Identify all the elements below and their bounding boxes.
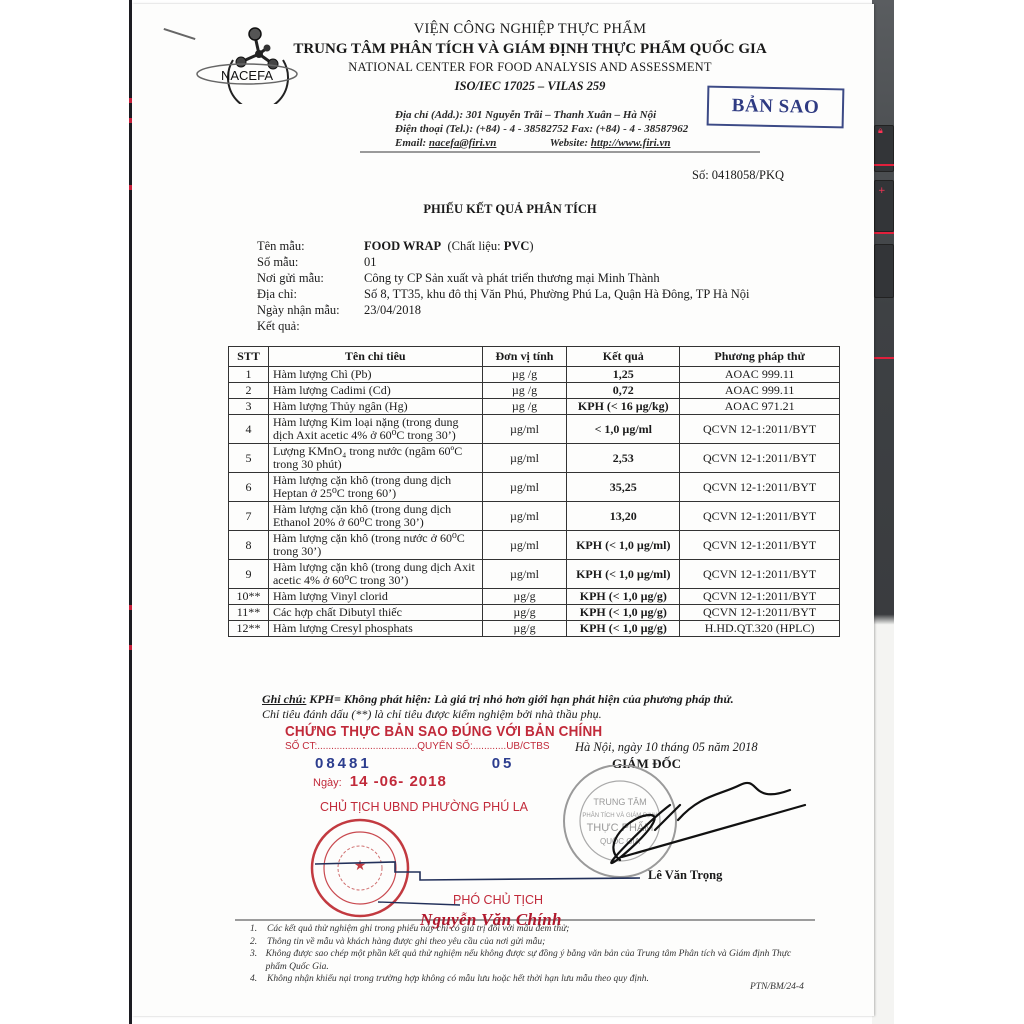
book-code: UB/CTBS — [506, 741, 550, 752]
table-row — [229, 560, 840, 589]
table-header-row — [229, 347, 840, 367]
footnote-text: Các kết quả thử nghiệm ghi trong phiếu này chỉ có giá trị đối với mẫu đem thử; — [267, 924, 570, 934]
table-row — [229, 502, 840, 531]
logo-text: NACEFA — [220, 68, 274, 83]
col-method: Phương pháp thử — [680, 347, 840, 367]
table-row — [229, 605, 840, 621]
cell-unit: µg /g — [482, 383, 567, 399]
cell-method: QCVN 12-1:2011/BYT — [680, 531, 840, 560]
note-label: Ghi chú: — [262, 692, 307, 706]
svg-text:QUỐC GIA: QUỐC GIA — [599, 837, 641, 846]
cell-stt: 5 — [229, 444, 269, 473]
received-date: 23/04/2018 — [364, 303, 421, 317]
led-strip — [872, 357, 894, 359]
result-label: Kết quả: — [257, 319, 300, 333]
cell-method: QCVN 12-1:2011/BYT — [680, 502, 840, 531]
cell-unit: µg /g — [482, 399, 567, 415]
received-date-label: Ngày nhận mẫu: — [257, 303, 340, 317]
footnote-text: Không nhận khiếu nại trong trường hợp không có mẫu lưu hoặc hết thời hạn lưu mẫu theo quy định. — [267, 974, 649, 984]
footnote-number: 4. — [250, 974, 258, 984]
cell-name: Hàm lượng Vinyl clorid — [268, 589, 482, 605]
vice-name: Nguyễn Văn Chính — [420, 910, 562, 929]
document-title: PHIẾU KẾT QUẢ PHÂN TÍCH — [423, 202, 597, 216]
cell-method: QCVN 12-1:2011/BYT — [680, 473, 840, 502]
table-row — [229, 531, 840, 560]
cell-name: Hàm lượng cặn khô (trong dung dịch Ethanol 20% ở 60⁰C trong 30’) — [268, 502, 482, 531]
so-ct-label: SỐ CT: — [285, 741, 318, 752]
cell-stt: 12** — [229, 621, 269, 637]
cell-unit: µg/g — [482, 589, 567, 605]
sample-name-label: Tên mẫu: — [257, 239, 305, 253]
cell-result: 0,72 — [567, 383, 680, 399]
center-name-vn: TRUNG TÂM PHÂN TÍCH VÀ GIÁM ĐỊNH THỰC PHẨM QUỐC GIA — [293, 41, 767, 57]
footnote — [250, 936, 810, 949]
material: PVC — [503, 239, 530, 253]
header-divider — [360, 151, 760, 153]
cell-name: Hàm lượng Cadimi (Cd) — [268, 383, 482, 399]
svg-text:TRUNG TÂM: TRUNG TÂM — [593, 797, 647, 807]
cell-name: Các hợp chất Dibutyl thiếc — [268, 605, 482, 621]
cell-unit: µg/g — [482, 621, 567, 637]
cell-unit: µg/ml — [482, 531, 567, 560]
table-row — [229, 621, 840, 637]
cell-result: 2,53 — [567, 444, 680, 473]
cell-stt: 8 — [229, 531, 269, 560]
svg-text:★: ★ — [353, 859, 367, 874]
cell-result: 35,25 — [567, 473, 680, 502]
table-row — [229, 399, 840, 415]
svg-text:THỰC PHẨM: THỰC PHẨM — [586, 822, 654, 834]
cell-name: Hàm lượng Thủy ngân (Hg) — [268, 399, 482, 415]
form-code: PTN/BM/24-4 — [750, 982, 804, 992]
cell-unit: µg/ml — [482, 444, 567, 473]
email-link[interactable]: nacefa@firi.vn — [428, 137, 497, 149]
cell-result: KPH (< 1,0 µg/g) — [567, 589, 680, 605]
email-label: Email: — [395, 137, 429, 149]
col-result: Kết quả — [567, 347, 680, 367]
cell-method: AOAC 999.11 — [680, 383, 840, 399]
cell-unit: µg/ml — [482, 502, 567, 531]
cell-unit: µg/ml — [482, 560, 567, 589]
report-number: Số: 0418058/PKQ — [692, 168, 785, 182]
footnote-number: 2. — [250, 936, 258, 947]
cell-name: Lượng KMnO₄ trong nước (ngâm 60ºC trong 30 phút) — [268, 444, 482, 473]
cell-stt: 6 — [229, 473, 269, 502]
cell-method: AOAC 971.21 — [680, 399, 840, 415]
plus-icon: + — [878, 186, 886, 196]
cert-title: CHỨNG THỰC BẢN SAO ĐÚNG VỚI BẢN CHÍNH — [285, 723, 603, 740]
cell-method: QCVN 12-1:2011/BYT — [680, 589, 840, 605]
col-stt: STT — [229, 347, 269, 367]
cell-stt: 10** — [229, 589, 269, 605]
cell-unit: µg/g — [482, 605, 567, 621]
cell-result: 13,20 — [567, 502, 680, 531]
led-strip — [872, 164, 894, 166]
cell-stt: 4 — [229, 415, 269, 444]
footnote-number: 1. — [250, 924, 258, 934]
table-row — [229, 589, 840, 605]
footnotes — [250, 923, 810, 986]
cell-method: AOAC 999.11 — [680, 367, 840, 383]
cell-result: KPH (< 1,0 µg/g) — [567, 605, 680, 621]
signer-role: GIÁM ĐỐC — [612, 756, 681, 771]
cell-unit: µg/ml — [482, 473, 567, 502]
table-row — [229, 383, 840, 399]
cell-result: KPH (< 16 µg/kg) — [567, 399, 680, 415]
note-kph: KPH= Không phát hiện: Là giá trị nhỏ hơn giới hạn phát hiện của phương pháp thử. — [306, 692, 734, 706]
table-row — [229, 367, 840, 383]
cell-name: Hàm lượng Kim loại nặng (trong dung dịch Axit acetic 4% ở 60⁰C trong 30’) — [268, 415, 482, 444]
cert-date: 14 -06- 2018 — [349, 773, 447, 790]
col-unit: Đơn vị tính — [482, 347, 567, 367]
material-prefix: (Chất liệu: — [447, 239, 504, 253]
quyen-so-label: QUYỂN SỐ: — [417, 741, 473, 752]
sample-name: FOOD WRAP — [364, 239, 442, 253]
place-date: Hà Nội, ngày 10 tháng 05 năm 2018 — [575, 740, 758, 754]
footnote-text: Thông tin về mẫu và khách hàng được ghi theo yêu cầu của nơi gửi mẫu; — [267, 936, 546, 947]
sender-label: Nơi gửi mẫu: — [257, 271, 324, 285]
address-label: Địa chỉ: — [257, 287, 297, 301]
chair-title: CHỦ TỊCH UBND PHƯỜNG PHÚ LA — [320, 800, 528, 814]
notes — [262, 692, 734, 722]
cell-result: KPH (< 1,0 µg/ml) — [567, 560, 680, 589]
cell-result: KPH (< 1,0 µg/ml) — [567, 531, 680, 560]
phone-line: Điện thoại (Tel.): (+84) - 4 - 38582752 Fax: (+84) - 4 - 38587962 — [395, 123, 689, 135]
footnote — [250, 973, 810, 986]
email-website-line — [395, 136, 688, 150]
cell-name: Hàm lượng cặn khô (trong nước ở 60⁰C trong 30’) — [268, 531, 482, 560]
website-label: Website: — [549, 137, 591, 149]
laptop-key — [874, 244, 894, 298]
cell-name: Hàm lượng Chì (Pb) — [268, 367, 482, 383]
cell-method: QCVN 12-1:2011/BYT — [680, 605, 840, 621]
cell-name: Hàm lượng cặn khô (trong dung dịch Axit acetic 4% ở 60⁰C trong 30’) — [268, 560, 482, 589]
so-ct-value: 08481 — [315, 755, 372, 772]
cell-unit: µg/ml — [482, 415, 567, 444]
table-row — [229, 415, 840, 444]
copy-stamp: BẢN SAO — [707, 86, 845, 129]
material-suffix: ) — [529, 239, 534, 253]
table-row — [229, 473, 840, 502]
quyen-so-value: 05 — [491, 755, 515, 772]
footnote — [250, 923, 810, 936]
cell-result: KPH (< 1,0 µg/g) — [567, 621, 680, 637]
cell-method: H.HD.QT.320 (HPLC) — [680, 621, 840, 637]
background-laptop-edge — [872, 0, 894, 1024]
website-link[interactable]: http://www.firi.vn — [590, 137, 671, 149]
results-table — [228, 346, 840, 637]
cert-date-label: Ngày: — [313, 777, 342, 789]
cell-stt: 1 — [229, 367, 269, 383]
sender-address: Số 8, TT35, khu đô thị Văn Phú, Phường Phú La, Quận Hà Đông, TP Hà Nội — [364, 287, 750, 301]
certification-stamp: CHỨNG THỰC BẢN SAO ĐÚNG VỚI BẢN CHÍNH SỐ CT:....................................QUYỂN SỐ:............UB/CTBS 08481 05 Ngày: 14 -06- 2018 — [285, 723, 603, 790]
col-name: Tên chỉ tiêu — [268, 347, 482, 367]
footnote — [250, 948, 810, 973]
accreditation: ISO/IEC 17025 – VILAS 259 — [454, 79, 606, 93]
footnote-text: Không được sao chép một phần kết quả thử nghiệm nếu không được sự đồng ý bằng văn bản của Trung tâm Phân tích và Giám định Thực phẩm Quốc Gia. — [265, 949, 792, 972]
cell-result: 1,25 — [567, 367, 680, 383]
address-line: Địa chỉ (Add.): 301 Nguyễn Trãi – Thanh Xuân – Hà Nội — [395, 109, 657, 121]
cell-method: QCVN 12-1:2011/BYT — [680, 444, 840, 473]
footnote-number: 3. — [250, 949, 258, 959]
sender: Công ty CP Sản xuất và phát triển thương mại Minh Thành — [364, 271, 660, 285]
cell-stt: 7 — [229, 502, 269, 531]
lock-icon: 🔒︎ — [878, 126, 883, 136]
led-strip — [872, 232, 894, 234]
institute-name: VIỆN CÔNG NGHIỆP THỰC PHẨM — [413, 21, 647, 37]
cell-result: < 1,0 µg/ml — [567, 415, 680, 444]
note-subcontract: Chỉ tiêu đánh dấu (**) là chỉ tiêu được kiểm nghiệm bởi nhà thầu phụ. — [262, 707, 602, 721]
cell-name: Hàm lượng cặn khô (trong dung dịch Heptan ở 25⁰C trong 60’) — [268, 473, 482, 502]
sample-info — [257, 238, 750, 334]
cell-stt: 2 — [229, 383, 269, 399]
cell-method: QCVN 12-1:2011/BYT — [680, 560, 840, 589]
cell-name: Hàm lượng Cresyl phosphats — [268, 621, 482, 637]
cell-stt: 11** — [229, 605, 269, 621]
cell-method: QCVN 12-1:2011/BYT — [680, 415, 840, 444]
cell-stt: 9 — [229, 560, 269, 589]
center-name-en: NATIONAL CENTER FOR FOOD ANALYSIS AND ASSESSMENT — [348, 60, 712, 74]
table-row — [229, 444, 840, 473]
contact-block — [395, 108, 688, 150]
sample-number: 01 — [364, 255, 377, 269]
svg-text:PHÂN TÍCH VÀ GIÁM ĐỊNH: PHÂN TÍCH VÀ GIÁM ĐỊNH — [582, 813, 658, 819]
vice-title: PHÓ CHỦ TỊCH — [453, 893, 544, 907]
signer-name: Lê Văn Trọng — [648, 868, 723, 882]
sample-number-label: Số mẫu: — [257, 255, 299, 269]
cell-stt: 3 — [229, 399, 269, 415]
cell-unit: µg /g — [482, 367, 567, 383]
